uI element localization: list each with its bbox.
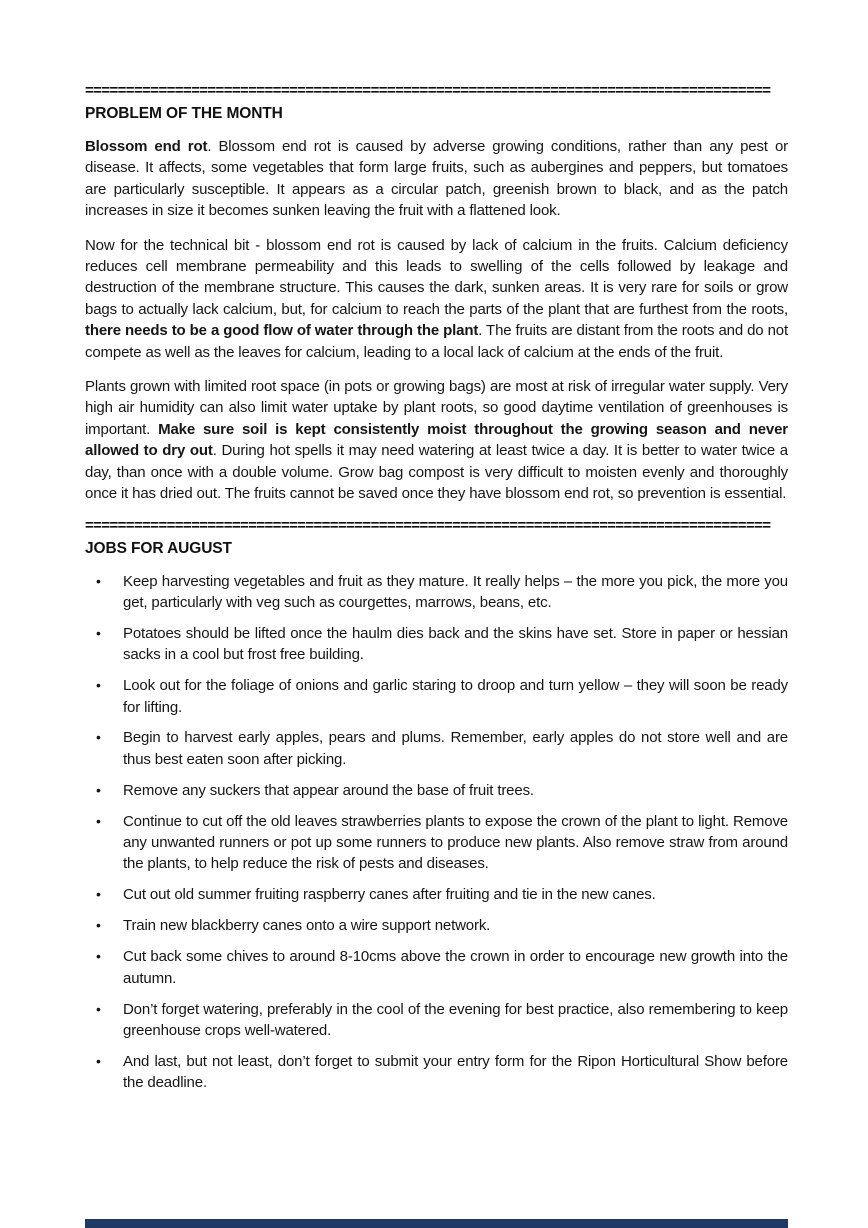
bullet-icon: • [96, 1052, 101, 1069]
jobs-section-heading: JOBS FOR AUGUST [85, 539, 232, 557]
list-item-text: Potatoes should be lifted once the haulm dies back and the skins have set. Store in paper or hessian sacks in a cool but frost free building. [123, 624, 788, 664]
list-item-text: Keep harvesting vegetables and fruit as they mature. It really helps – the more you pick, the more you get, particularly with veg such as courgettes, marrows, beans, etc. [123, 572, 788, 611]
list-item [85, 811, 788, 875]
paragraph [85, 376, 788, 504]
list-item-text: Train new blackberry canes onto a wire support network. [123, 917, 491, 935]
list-item [85, 999, 788, 1042]
problem-paragraphs [85, 136, 788, 505]
section-divider-top: ==================================================================================== [85, 84, 771, 98]
list-item-text: Continue to cut off the old leaves strawberries plants to expose the crown of the plant to light. Remove any unwanted runners or pot up some runners to produce new plants. Also remove straw from around the plants, to help reduce the risk of pests and diseases. [123, 812, 788, 873]
bullet-icon: • [96, 729, 101, 746]
text-segment: Plants grown with limited root space (in pots or growing bags) are most at risk of irregular water supply. Very high air humidity can also limit water uptake by plant roots, so good daytime ventilation of greenhouses is important. [85, 378, 788, 438]
footer-bar [85, 1219, 788, 1228]
list-item [85, 571, 788, 614]
paragraph [85, 136, 788, 222]
list-item [85, 727, 788, 770]
bullet-icon: • [96, 572, 101, 589]
bullet-icon: • [96, 677, 101, 694]
text-segment: Now for the technical bit - blossom end rot is caused by lack of calcium in the fruits. Calcium deficiency reduces cell membrane permeability and this leads to swelling of the cells followed by leakage and destruction of the membrane structure. This causes the dark, sunken areas. It is very rare for soils or grow bags to actually lack calcium, but, for calcium to reach the parts of the plant that are furthest from the roots, [85, 236, 788, 318]
bullet-icon: • [96, 948, 101, 965]
list-item [85, 915, 788, 936]
bullet-icon: • [96, 886, 101, 903]
text-segment: Make sure soil is kept consistently moist throughout the growing season and never allowed to dry out [85, 420, 788, 460]
bullet-icon: • [96, 624, 101, 641]
list-item-text: Remove any suckers that appear around the base of fruit trees. [123, 781, 534, 799]
section-divider-jobs: ==================================================================================== [85, 518, 771, 533]
bullet-icon: • [96, 781, 101, 798]
list-item-text: And last, but not least, don’t forget to submit your entry form for the Ripon Horticultural Show before the deadline. [123, 1052, 788, 1092]
text-segment: there needs to be a good flow of water through the plant [85, 322, 479, 340]
list-item-text: Cut back some chives to around 8-10cms above the crown in order to encourage new growth into the autumn. [123, 948, 788, 987]
text-segment: . During hot spells it may need watering at least twice a day. It is better to water twice a day, than once with a double volume. Grow bag compost is very difficult to moisten evenly and thoroughly once it has dried out. The fruits cannot be saved once they have blossom end rot, so prevention is essential. [85, 442, 788, 503]
bullet-icon: • [96, 1000, 101, 1017]
text-segment: . Blossom end rot is caused by adverse growing conditions, rather than any pest or disease. It affects, some vegetables that form large fruits, such as aubergines and peppers, but tomatoes are particularly susceptible. It appears as a circular patch, greenish brown to black, and as the patch increases in size it becomes sunken leaving the fruit with a flattened look. [85, 138, 788, 220]
list-item [85, 884, 788, 905]
list-item [85, 780, 788, 801]
list-item-text: Don’t forget watering, preferably in the cool of the evening for best practice, also remembering to keep greenhouse crops well-watered. [123, 1000, 788, 1039]
list-item [85, 675, 788, 718]
paragraph [85, 235, 788, 363]
list-item [85, 946, 788, 989]
list-item-text: Look out for the foliage of onions and garlic staring to droop and turn yellow – they will soon be ready for lifting. [123, 677, 788, 716]
list-item-text: Begin to harvest early apples, pears and plums. Remember, early apples do not store well and are thus best eaten soon after picking. [123, 729, 788, 768]
jobs-list [85, 571, 788, 1094]
list-item [85, 623, 788, 666]
list-item-text: Cut out old summer fruiting raspberry canes after fruiting and tie in the new canes. [123, 886, 656, 904]
text-segment: Blossom end rot [85, 138, 208, 155]
bullet-icon: • [96, 812, 101, 829]
problem-section-heading: PROBLEM OF THE MONTH [85, 105, 283, 122]
list-item [85, 1051, 788, 1094]
text-segment: . The fruits are distant from the roots and do not compete as well as the leaves for calcium, leading to a local lack of calcium at the ends of the fruit. [85, 322, 788, 361]
bullet-icon: • [96, 917, 101, 934]
